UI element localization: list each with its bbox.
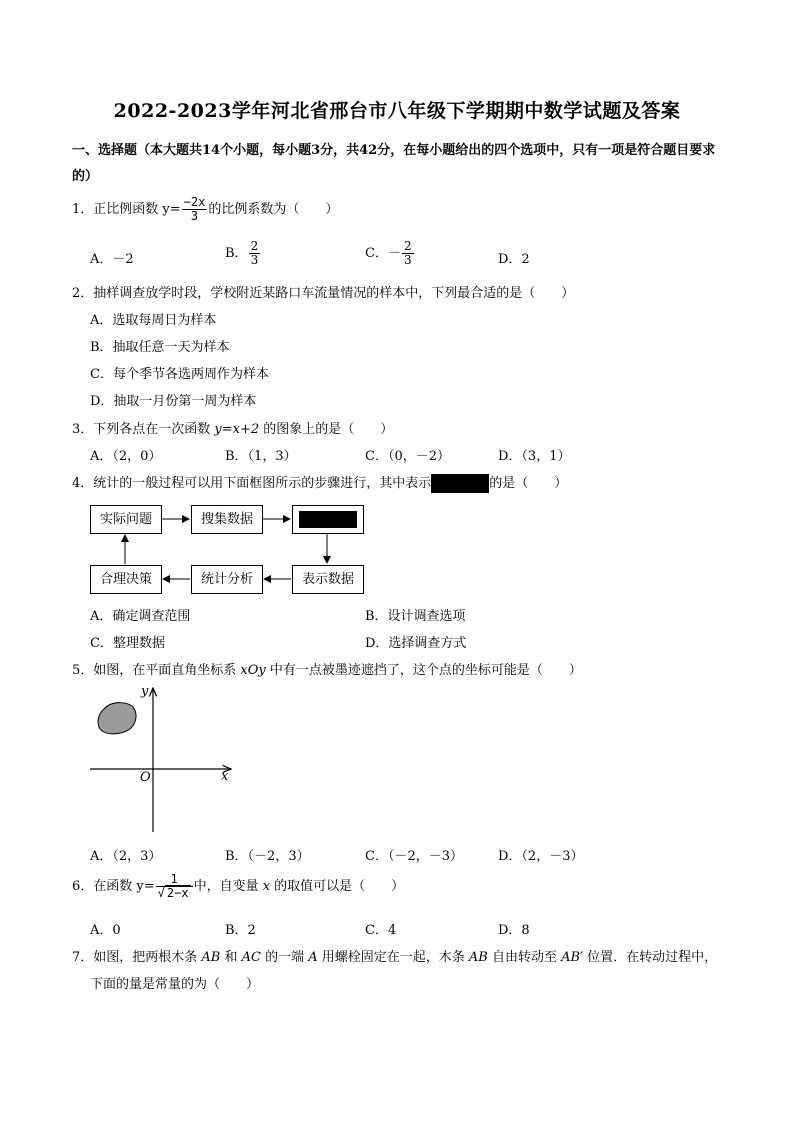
q2-option-b: B．抽取任意一天为样本 [90,340,230,355]
q6-option-c: C．4 [365,923,397,938]
q5-option-c: C．（－2，－3） [365,849,463,864]
q2-option-c: C．每个季节各选两周作为样本 [90,367,269,382]
q1-c-num: 2 [403,239,412,253]
q6-option-a: A．0 [90,923,121,938]
q1-option-a: A．－2 [90,252,134,267]
q7-ac: AC [241,950,261,965]
q6-option-d: D．8 [498,923,530,938]
page-title: 2022-2023学年河北省邢台市八年级下学期期中数学试题及答案 [113,100,681,122]
q5-option-a: A．（2，3） [90,849,162,864]
q7-text-b: 的一端 [260,950,309,965]
q7-point-a: A [308,950,318,965]
q5-option-b: B．（－2，3） [225,849,310,864]
q2-option-a: A．选取每周日为样本 [90,313,217,328]
q6-frac-num: 1 [156,873,193,887]
question-2: 2．抽样调查放学时段，学校附近某路口车流量情况的样本中，下列最合适的是（ ） [72,286,575,301]
q3-function: y=x+2 [214,422,260,437]
x-axis-label: x [221,769,229,784]
q5-prefix: 5．如图，在平面直角坐标系 [72,663,241,678]
q6-frac-den-wrap: √ 2−x [157,886,189,900]
q4-option-b: B．设计调查选项 [365,609,466,624]
question-6 [72,873,404,900]
q7-ab-2: AB [468,950,488,965]
y-axis-label: y [141,684,149,699]
q7-text-e: 位置．在转动过程中， [583,950,718,965]
q3-suffix: 的图象上的是（ ） [259,422,394,437]
q1-c-den: 3 [403,253,412,267]
q1-suffix: 的比例系数为（ ） [208,202,339,217]
q4-prefix: 4．统计的一般过程可以用下面框图所示的步骤进行，其中表示 [72,476,432,491]
q7-ab-prime: AB′ [561,950,584,965]
q3-option-c: C．（0，－2） [365,449,450,464]
flow-box-decision: 合理决策 [90,565,162,594]
q7-ab: AB [201,950,221,965]
flow-box-actual-problem: 实际问题 [90,505,162,534]
q6-suffix-b: 的取值可以是（ ） [270,879,405,894]
flow-box-analysis: 统计分析 [191,565,263,594]
q7-text-a: 7．如图，把两根木条 [72,950,202,965]
q7-text-d: 自由转动至 [487,950,562,965]
q6-suffix-a: 中，自变量 [193,879,263,894]
question-7-line-2: 下面的量是常量的为（ ） [90,977,260,992]
q6-variable: x [262,879,271,894]
q4-option-c: C．整理数据 [90,636,165,651]
q4-option-d: D．选择调查方式 [365,636,467,651]
q4-option-a: A．确定调查范围 [90,609,191,624]
q1-c-prefix: C．－ [365,246,401,261]
q2-option-d: D．抽取一月份第一周为样本 [90,394,257,409]
q1-b-den: 3 [250,253,259,267]
q5-option-d: D．（2，－3） [498,849,584,864]
q5-coordinate-system: xOy [240,663,266,678]
question-7-line-1 [72,946,717,965]
q1-option-d: D．2 [498,252,530,267]
q1-frac-den: 3 [190,209,199,223]
q3-option-d: D．（3，1） [498,449,571,464]
ink-blot [98,703,136,734]
q6-prefix: 6．在函数 y= [72,879,155,894]
q6-option-b: B．2 [225,923,256,938]
q1-b-num: 2 [250,239,259,253]
q7-text-c: 用螺栓固定在一起，木条 [317,950,469,965]
q4-suffix: 的是（ ） [489,476,568,491]
q6-fraction [156,873,193,900]
flow-box-represent-data: 表示数据 [292,565,364,594]
section-one-heading: 一、选择题（本大题共14个小题，每小题3分，共42分，在每小题给出的四个选项中，只有一项是符合题目要求的） [72,143,716,184]
q3-prefix: 3．下列各点在一次函数 [72,422,215,437]
q5-suffix: 中有一点被墨迹遮挡了，这个点的坐标可能是（ ） [265,663,582,678]
q1-frac-num: −2x [183,195,206,209]
q1-b-prefix: B． [225,246,248,261]
q7-and: 和 [220,950,242,965]
q1-prefix: 1．正比例函数 y= [72,202,181,217]
q3-option-a: A．（2，0） [90,449,162,464]
origin-label: O [140,770,151,785]
q3-option-b: B．（1，3） [225,449,297,464]
q6-frac-den: 2−x [166,886,189,900]
flow-box-collect-data: 搜集数据 [191,505,263,534]
